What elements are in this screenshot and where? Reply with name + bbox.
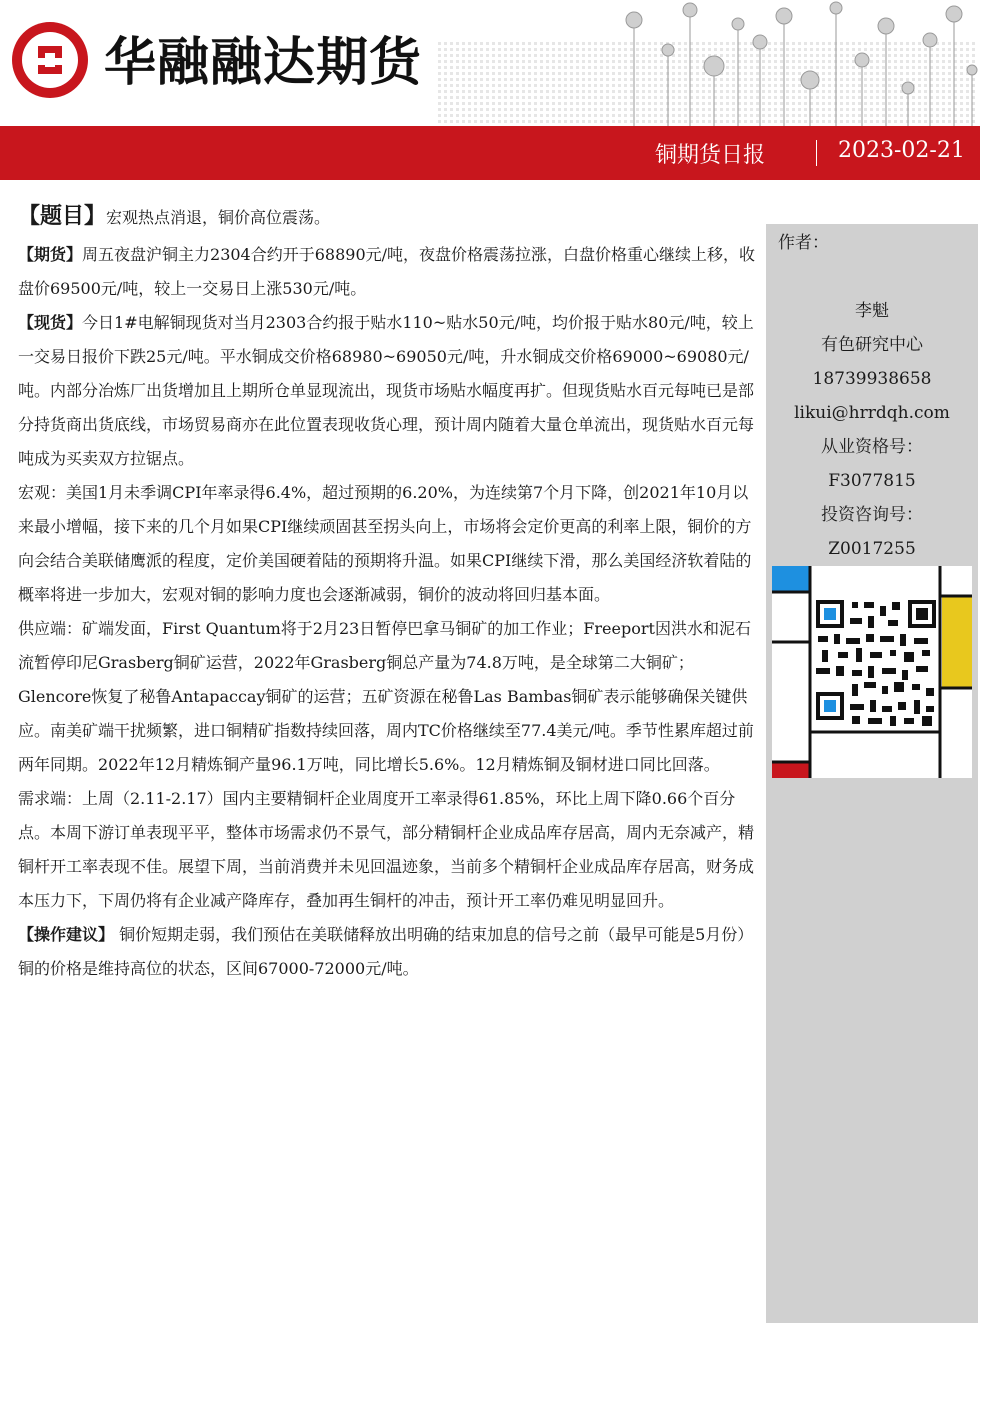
company-logo-icon xyxy=(12,22,88,98)
cert-label: 从业资格号： xyxy=(821,437,923,457)
report-date: 2023-02-21 xyxy=(838,138,965,163)
author-phone: 18739938658 xyxy=(812,369,932,389)
title-separator xyxy=(816,140,817,166)
topic-text: 宏观热点消退，铜价高位震荡。 xyxy=(106,208,331,227)
advice-tag: 【操作建议】 xyxy=(18,925,115,944)
futures-tag: 【期货】 xyxy=(18,245,83,264)
title-band xyxy=(0,126,980,180)
author-info xyxy=(766,294,978,566)
decorative-header-art xyxy=(438,0,978,126)
cert-number: F3077815 xyxy=(828,471,916,491)
advisor-label: 投资咨询号： xyxy=(821,505,923,525)
spot-paragraph xyxy=(18,306,758,476)
macro-paragraph: 宏观：美国1月未季调CPI年率录得6.4%，超过预期的6.20%，为连续第7个月下降，创2021年10月以来最小增幅，接下来的几个月如果CPI继续顽固甚至拐头向上，市场将会定价更高的利率上限，铜价的方向会结合美联储鹰派的程度，定价美国硬着陆的预期将升温。如果CPI继续下滑，那么美国经济软着陆的概率将进一步加大，宏观对铜的影响力度也会逐渐减弱，铜价的波动将回归基本面。 xyxy=(18,483,752,604)
topic-paragraph xyxy=(18,196,758,238)
advice-text: 铜价短期走弱，我们预估在美联储释放出明确的结束加息的信号之前（最早可能是5月份）铜的价格是维持高位的状态，区间67000-72000元/吨。 xyxy=(18,925,754,978)
author-label: 作者： xyxy=(778,233,829,253)
qr-code-panel xyxy=(772,566,972,778)
qr-code-icon xyxy=(772,566,972,778)
author-email: likui@hrrdqh.com xyxy=(794,403,950,423)
author-sidebar xyxy=(766,224,978,1323)
report-title: 铜期货日报 xyxy=(655,143,766,168)
futures-text: 周五夜盘沪铜主力2304合约开于68890元/吨，夜盘价格震荡拉涨，白盘价格重心继续上移，收盘价69500元/吨，较上一交易日上涨530元/吨。 xyxy=(18,245,756,298)
topic-tag: 【题目】 xyxy=(18,203,107,229)
brand-name: 华融融达期货 xyxy=(104,32,423,93)
spot-tag: 【现货】 xyxy=(18,313,83,332)
supply-paragraph: 供应端：矿端发面，First Quantum将于2月23日暂停巴拿马铜矿的加工作业；Freeport因洪水和泥石流暂停印尼Grasberg铜矿运营，2022年Grasberg铜总产量为74.8万吨，是全球第二大铜矿；Glencore恢复了秘鲁Antapaccay铜矿的运营；五矿资源在秘鲁Las Bambas铜矿表示能够确保关键供应。南美矿端干扰频繁，进口铜精矿指数持续回落，周内TC价格继续至77.4美元/吨。季节性累库超过前两年同期。2022年12月精炼铜产量96.1万吨，同比增长5.6%。12月精炼铜及铜材进口同比回落。 xyxy=(18,619,754,774)
author-dept: 有色研究中心 xyxy=(821,335,923,355)
advisor-number: Z0017255 xyxy=(828,539,916,559)
report-body xyxy=(18,196,758,986)
demand-paragraph: 需求端：上周（2.11-2.17）国内主要精铜杆企业周度开工率录得61.85%，环比上周下降0.66个百分点。本周下游订单表现平平，整体市场需求仍不景气，部分精铜杆企业成品库存居高，周内无奈减产，精铜杆开工率表现不佳。展望下周，当前消费并未见回温迹象，当前多个精铜杆企业成品库存居高，财务成本压力下，下周仍将有企业减产降库存，叠加再生铜杆的冲击，预计开工率仍难见明显回升。 xyxy=(18,789,755,910)
advice-paragraph xyxy=(18,918,758,986)
report-header xyxy=(0,0,992,182)
futures-paragraph xyxy=(18,238,758,306)
author-name: 李魁 xyxy=(855,301,889,321)
spot-text: 今日1#电解铜现货对当月2303合约报于贴水110~贴水50元/吨，均价报于贴水80元/吨，较上一交易日报价下跌25元/吨。平水铜成交价格68980~69050元/吨，升水铜成交价格69000~69080元/吨。内部分冶炼厂出货增加且上期所仓单显现流出，现货市场贴水幅度再扩。但现货贴水百元每吨已是部分持货商出货底线，市场贸易商亦在此位置表现收货心理，预计周内随着大量仓单流出，现货贴水百元每吨成为买卖双方拉锯点。 xyxy=(18,313,755,468)
